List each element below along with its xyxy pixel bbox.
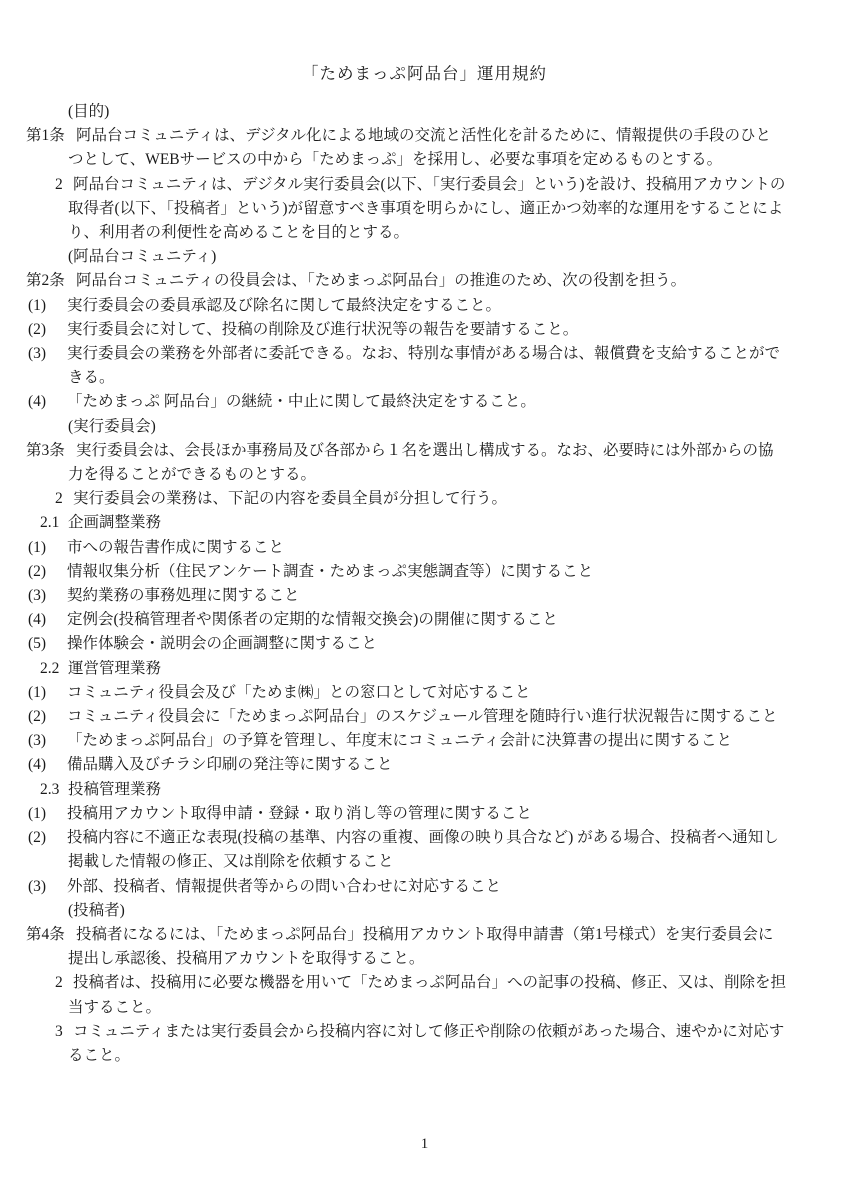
item-number: (1) — [28, 683, 47, 701]
section-2-1 — [40, 511, 786, 535]
article-2-text: 阿品台コミュニティの役員会は、「ためまっぷ阿品台」の推進のため、次の役割を担う。 — [76, 272, 687, 290]
article-3-text: 実行委員会は、会長ほか事務局及び各部から１名を選出し構成する。なお、必要時には外部からの協力を得ることができるものとする。 — [68, 441, 774, 484]
section-2-1-item-1 — [28, 536, 786, 560]
section-title: 投稿管理業務 — [68, 780, 162, 798]
article-3-paragraph-2 — [55, 487, 786, 511]
section-number: 2.1 — [40, 514, 60, 532]
article-4-paragraph-2 — [55, 971, 787, 1019]
document-title: 「ためまっぷ阿品台」運用規約 — [302, 64, 547, 83]
section-2-2-item-4 — [28, 753, 786, 777]
item-text: 投稿用アカウント取得申請・登録・取り消し等の管理に関すること — [67, 804, 532, 822]
item-text: 実行委員会に対して、投稿の削除及び進行状況等の報告を要請すること。 — [67, 320, 579, 338]
item-number: (2) — [28, 829, 47, 847]
item-text: 備品購入及びチラシ印刷の発注等に関すること — [67, 756, 393, 774]
item-number: (3) — [28, 345, 47, 363]
article-4-paragraph-3 — [55, 1020, 786, 1068]
item-text: コミュニティ役員会に「ためまっぷ阿品台」のスケジュール管理を随時行い進行状況報告に関すること — [67, 708, 778, 726]
section-2-3 — [40, 778, 786, 802]
section-title: 企画調整業務 — [68, 514, 162, 532]
article-2-number: 第2条 — [26, 272, 65, 290]
item-number: (2) — [28, 562, 47, 580]
section-heading-purpose: (目的) — [68, 103, 110, 120]
section-2-1-item-3 — [28, 584, 786, 608]
article-1-paragraph-2 — [55, 173, 786, 246]
item-text: 契約業務の事務処理に関すること — [67, 587, 300, 605]
article-4-number: 第4条 — [26, 925, 65, 943]
item-text: 情報収集分析（住民アンケート調査・ためまっぷ実態調査等）に関すること — [67, 562, 594, 580]
article-4-text: 投稿者になるには、「ためまっぷ阿品台」投稿用アカウント取得申請書（第1号様式）を実行委員会に提出し承認後、投稿用アカウントを取得すること。 — [68, 925, 774, 968]
item-number: (5) — [28, 635, 47, 653]
article-2 — [26, 269, 786, 293]
article-2-item-1 — [28, 294, 786, 318]
paragraph-text: 阿品台コミュニティは、デジタル実行委員会(以下、「実行委員会」という)を設け、投稿用アカウントの取得者(以下、「投稿者」という)が留意すべき事項を明らかにし、適正かつ効率的な運用をすることにより、利用者の利便性を高めることを目的とする。 — [68, 175, 786, 242]
article-1 — [26, 124, 786, 172]
article-1-number: 第1条 — [26, 127, 65, 145]
item-number: (3) — [28, 732, 47, 750]
item-text: 定例会(投稿管理者や関係者の定期的な情報交換会)の開催に関すること — [67, 611, 558, 629]
section-number: 2.2 — [40, 659, 60, 677]
item-text: 実行委員会の委員承認及び除名に関して最終決定をすること。 — [67, 296, 502, 314]
document-body — [26, 100, 787, 1068]
section-title: 運営管理業務 — [68, 659, 162, 677]
item-number: (1) — [28, 296, 47, 314]
item-text: 「ためまっぷ阿品台」の予算を管理し、年度末にコミュニティ会計に決算書の提出に関すること — [67, 732, 732, 750]
paragraph-number: 2 — [55, 175, 63, 193]
paragraph-number: 2 — [55, 490, 63, 508]
section-2-3-item-2 — [28, 826, 786, 874]
paragraph-text: 投稿者は、投稿用に必要な機器を用いて「ためまっぷ阿品台」への記事の投稿、修正、又は、削除を担当すること。 — [68, 974, 787, 1016]
item-text: 外部、投稿者、情報提供者等からの問い合わせに対応すること — [67, 877, 502, 895]
item-number: (4) — [28, 756, 47, 774]
article-4 — [26, 923, 786, 971]
item-text: 投稿内容に不適正な表現(投稿の基準、内容の重複、画像の映り具合など) がある場合、投稿者へ通知し掲載した情報の修正、又は削除を依頼すること — [67, 829, 779, 871]
item-text: 「ためまっぷ 阿品台」の継続・中止に関して最終決定をすること。 — [67, 393, 536, 411]
paragraph-number: 3 — [55, 1022, 63, 1040]
item-number: (3) — [28, 587, 47, 605]
section-heading-poster: (投稿者) — [68, 901, 125, 919]
item-number: (4) — [28, 611, 47, 629]
page-number: 1 — [420, 1136, 429, 1152]
paragraph-text: コミュニティまたは実行委員会から投稿内容に対して修正や削除の依頼があった場合、速やかに対応すること。 — [68, 1022, 785, 1064]
section-2-2-item-1 — [28, 681, 786, 705]
section-heading-community: (阿品台コミュニティ) — [68, 248, 217, 266]
section-number: 2.3 — [40, 780, 60, 798]
section-2-1-item-4 — [28, 608, 786, 632]
item-text: 実行委員会の業務を外部者に委託できる。なお、特別な事情がある場合は、報償費を支給することができる。 — [67, 345, 781, 387]
item-text: 市への報告書作成に関すること — [67, 538, 285, 556]
section-2-1-item-2 — [28, 560, 786, 584]
item-number: (1) — [28, 804, 47, 822]
paragraph-number: 2 — [55, 974, 63, 992]
section-2-2-item-3 — [28, 729, 786, 753]
item-number: (2) — [28, 320, 47, 338]
article-1-text: 阿品台コミュニティは、デジタル化による地域の交流と活性化を計るために、情報提供の手段のひとつとして、WEBサービスの中から「ためまっぷ」を採用し、必要な事項を定めるものとする。 — [68, 127, 772, 169]
section-2-3-item-3 — [28, 875, 786, 899]
section-heading-committee: (実行委員会) — [68, 417, 156, 435]
item-number: (4) — [28, 393, 47, 411]
article-3 — [26, 439, 786, 487]
section-2-3-item-1 — [28, 802, 786, 826]
item-number: (1) — [28, 538, 47, 556]
item-number: (3) — [28, 877, 47, 895]
section-2-1-item-5 — [28, 632, 786, 656]
section-2-2-item-2 — [28, 705, 786, 729]
paragraph-text: 実行委員会の業務は、下記の内容を委員全員が分担して行う。 — [73, 490, 508, 508]
section-2-2 — [40, 657, 786, 681]
article-2-item-2 — [28, 318, 786, 342]
article-2-item-4 — [28, 390, 786, 414]
article-2-item-3 — [28, 342, 786, 390]
item-text: コミュニティ役員会及び「ためま㈱」との窓口として対応すること — [67, 683, 531, 701]
item-text: 操作体験会・説明会の企画調整に関すること — [67, 635, 378, 653]
item-number: (2) — [28, 708, 47, 726]
article-3-number: 第3条 — [26, 441, 65, 459]
